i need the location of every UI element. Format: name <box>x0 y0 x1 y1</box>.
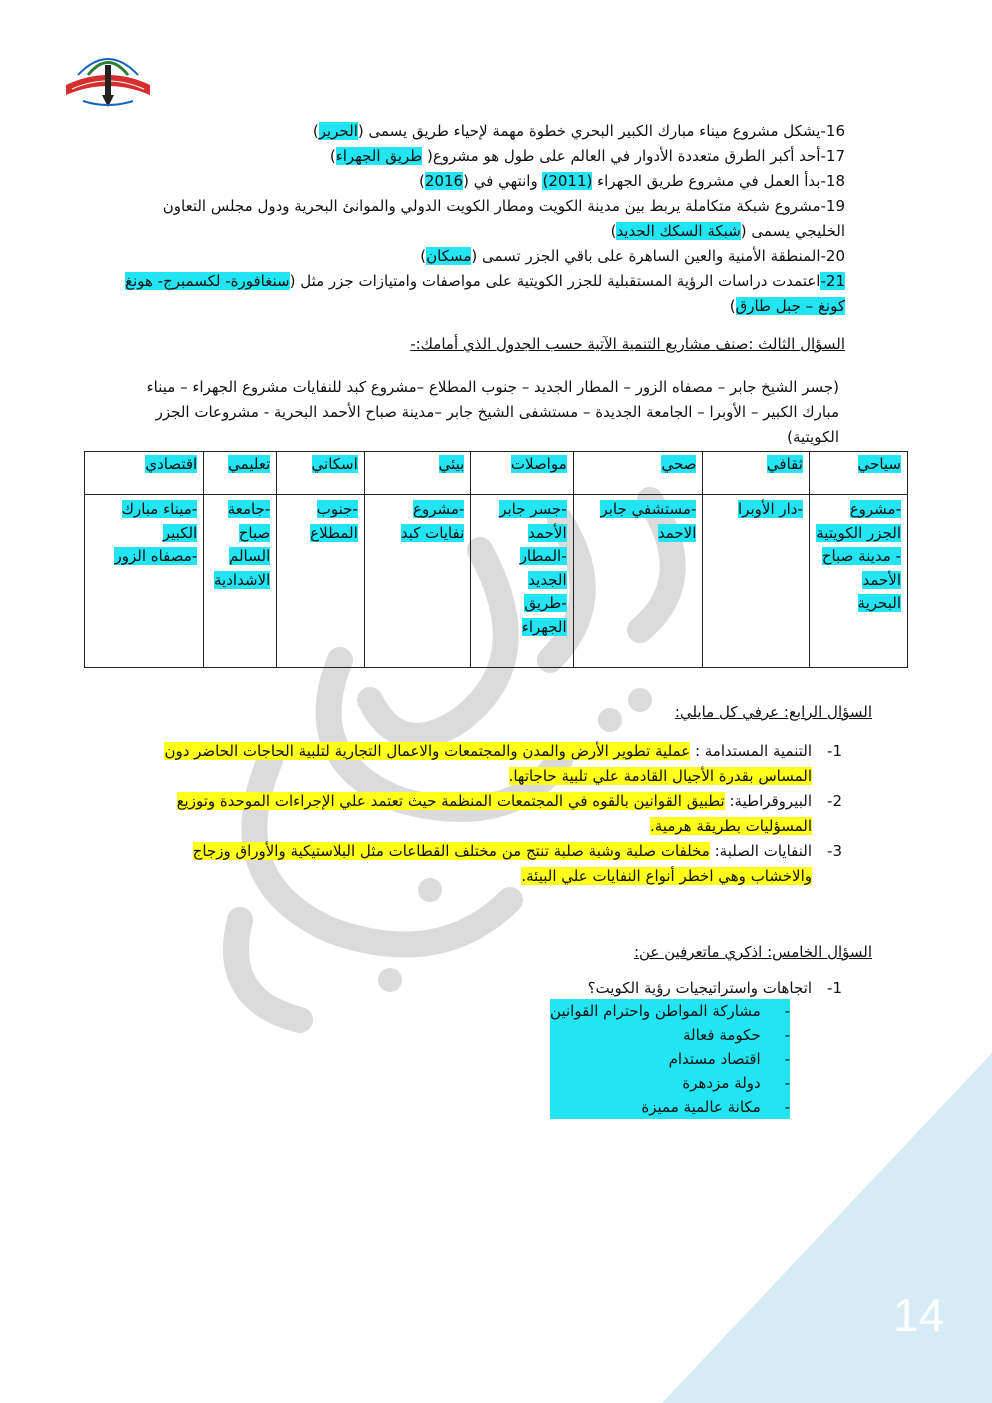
page-number: 14 <box>893 1289 945 1341</box>
definition-item: 3- النفايات الصلبة: مخلفات صلبة وشبة صلبة تنتج من مختلف القطاعات مثل البلاستيكية والأوراق وزجاج والاخشاب وهي اخطر أنواع النفايات علي البيئة. <box>192 842 842 885</box>
question-3-project-list: (جسر الشيخ جابر – مصفاه الزور – المطار الجديد – جنوب المطلاع –مشروع كبد للنفايات مشروع الجهراء – ميناء مبارك الكبير – الأوبرا – الجامعة الجديدة – مستشفى الشيخ جابر –مدينة صباح الأحمد البحرية - مشروعات الجزر الكويتية) <box>146 378 839 446</box>
table-header-cell: تعليمي <box>204 452 277 495</box>
table-cell: -مشروع نفايات كبد <box>364 495 471 668</box>
question-3-title: السؤال الثالث :صنف مشاريع التنمية الآتية حسب الجدول الذي أمامك:- <box>410 335 845 353</box>
fill-in-items <box>120 119 845 319</box>
table-cell: -جسر جابر الأحمد -المطار الجديد -طريق الجهراء <box>471 495 573 668</box>
table-cell: -دار الأوبرا <box>703 495 810 668</box>
school-crest-logo <box>58 45 158 113</box>
question-4 <box>130 703 872 889</box>
table-cell: -جنوب المطلاع <box>277 495 365 668</box>
definition-item: 1- التنمية المستدامة : عملية تطوير الأرض والمدن والمجتمعات والاعمال التجارية لتلبية الحاجات الحاضر دون المساس بقدرة الأجيال القادمة علي تلبية حاجاتها. <box>164 742 842 785</box>
table-cell: -مشروع الجزر الكويتية - مدينة صباح الأحمد البحرية <box>809 495 907 668</box>
list-item: - مكانة عالمية مميزة <box>300 1095 790 1119</box>
list-item: - اقتصاد مستدام <box>300 1047 790 1071</box>
question-4-title: السؤال الرابع: عرفي كل مايلي: <box>674 703 872 721</box>
table-cell: -ميناء مبارك الكبير -مصفاه الزور <box>85 495 204 668</box>
item-21: 21-اعتمدت دراسات الرؤية المستقبلية للجزر الكويتية على مواصفات وامتيازات جزر مثل (سنغافورة- لكسمبرج- هونغ كونغ – جبل طارق) <box>125 272 845 315</box>
classification-table <box>84 451 908 668</box>
item-19: 19-مشروع شبكة متكاملة يربط بين مدينة الكويت ومطار الكويت الدولي والموانئ البحرية ودول مجلس التعاون الخليجي يسمى (شبكة السكك الحديد) <box>162 197 845 240</box>
table-header-cell: ثقافي <box>703 452 810 495</box>
list-item: - دولة مزدهرة <box>300 1071 790 1095</box>
list-item: - مشاركة المواطن واحترام القوانين <box>300 999 790 1023</box>
question-5-subquestion: 1- اتجاهات واستراتيجيات رؤية الكويت؟ <box>587 979 842 997</box>
question-5-title: السؤال الخامس: اذكري ماتعرفين عن: <box>633 943 872 961</box>
item-16: 16-يشكل مشروع ميناء مبارك الكبير البحري خطوة مهمة لإحياء طريق يسمى (الحرير) <box>312 122 845 140</box>
table-header-row <box>85 452 908 495</box>
item-20: 20-المنطقة الأمنية والعين الساهرة على باقي الجزر تسمى (مسكان) <box>420 247 845 265</box>
table-row <box>85 495 908 668</box>
table-cell: -جامعة صباح السالم الاشدادية <box>204 495 277 668</box>
question-5 <box>300 943 872 1119</box>
table-header-cell: صحي <box>573 452 703 495</box>
table-cell: -مستشفي جابر الاحمد <box>573 495 703 668</box>
list-item: - حكومة فعالة <box>300 1023 790 1047</box>
definition-item: 2- البيروقراطية: تطبيق القوانين بالقوه في المجتمعات المنظمة حيث تعتمد علي الإجراءات الموحدة وتوزيع المسؤليات بطريقة هرمية. <box>176 792 842 835</box>
table-header-cell: بيئي <box>364 452 471 495</box>
table-header-cell: اسكاني <box>277 452 365 495</box>
item-17: 17-أحد أكبر الطرق متعددة الأدوار في العالم على طول هو مشروع( طريق الجهراء) <box>329 147 845 165</box>
question-3 <box>120 335 845 450</box>
table-header-cell: اقتصادي <box>85 452 204 495</box>
item-18: 18-بدأ العمل في مشروع طريق الجهراء (2011) وانتهي في (2016) <box>419 172 845 190</box>
table-header-cell: سياحي <box>809 452 907 495</box>
table-header-cell: مواصلات <box>471 452 573 495</box>
